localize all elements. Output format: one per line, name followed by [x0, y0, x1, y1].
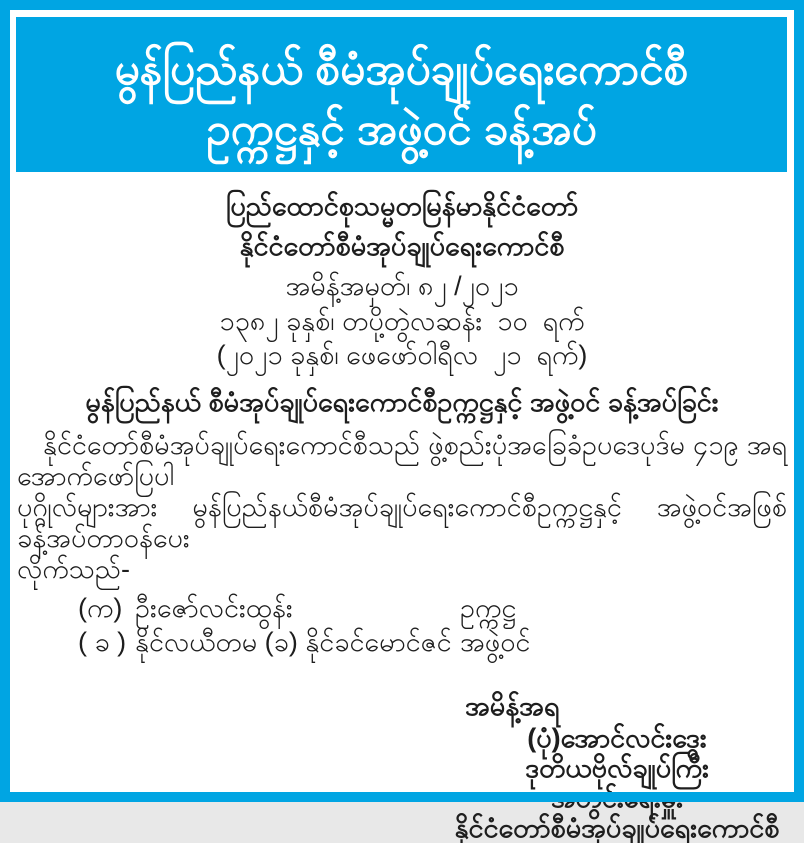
appointee-role: အဖွဲ့ဝင် — [460, 627, 531, 657]
order-number: အမိန့်အမှတ်၊ ၈၂ /၂၀၂၁ — [285, 271, 519, 301]
banner-title-line2: ဥက္ကဋ္ဌနှင့် အဖွဲ့ဝင် ခန့်အပ် — [206, 105, 597, 154]
paragraph-line: ပုဂ္ဂိုလ်များအား မွန်ပြည်နယ်စီမံအုပ်ချုပ်ရေးကောင်စီဥက္ကဋ္ဌနှင့် အဖွဲ့ဝင်အဖြစ် ခန့်အပ်တာဝန်ပေး — [17, 492, 787, 553]
appointee-list — [17, 591, 787, 659]
paragraph-line: နိုင်ငံတော်စီမံအုပ်ချုပ်ရေးကောင်စီသည် ဖွဲ့စည်းပုံအခြေခံဥပဒေပုဒ်မ ၄၁၉ အရ အောက်ဖော်ပြပါ — [17, 430, 787, 491]
appointee-row — [78, 591, 787, 625]
order-paragraph — [17, 430, 787, 585]
date-myanmar-calendar: ၁၃၈၂ ခုနှစ်၊ တပို့တွဲလဆန်း ၁၀ ရက် — [219, 306, 585, 336]
date-gregorian: (၂၀၂၁ ခုနှစ်၊ ဖေဖော်ဝါရီလ ၂၁ ရက်) — [216, 340, 588, 370]
subject-line: မွန်ပြည်နယ် စီမံအုပ်ချုပ်ရေးကောင်စီဥက္ကဋ္ဌနှင့် အဖွဲ့ဝင် ခန့်အပ်ခြင်း — [85, 387, 719, 417]
by-order-line: အမိန့်အရ — [465, 691, 560, 721]
appointee-name: နိုင်လယီတမ (ခ) နိုင်ခင်မောင်ဇင် — [135, 627, 452, 657]
appointee-row — [78, 625, 787, 659]
letterhead-state-name: ပြည်ထောင်စုသမ္မတမြန်မာနိုင်ငံတော် — [225, 191, 579, 221]
banner-title-line1: မွန်ပြည်နယ် စီမံအုပ်ချုပ်ရေးကောင်စီ — [114, 45, 689, 94]
paragraph-line: လိုက်သည်- — [17, 554, 130, 584]
letterhead-council-name: နိုင်ငံတော်စီမံအုပ်ချုပ်ရေးကောင်စီ — [239, 231, 565, 261]
signatory-rank: ဒုတိယဗိုလ်ချုပ်ကြီး — [525, 753, 709, 783]
appointee-name: ဦးဇော်လင်းထွန်း — [135, 593, 293, 623]
signature-block — [441, 723, 793, 843]
signatory-title: အတွင်းရေးမှူး — [550, 783, 684, 813]
signatory-organization: နိုင်ငံတော်စီမံအုပ်ချုပ်ရေးကောင်စီ — [454, 813, 780, 843]
appointee-role: ဥက္ကဋ္ဌ — [460, 593, 517, 623]
document-body — [17, 172, 787, 843]
appointee-label: ( ခ ) — [78, 627, 127, 657]
signatory-name: (ပုံ)အောင်လင်းဒွေး — [527, 723, 707, 753]
title-banner — [16, 17, 787, 172]
appointee-label: (က) — [78, 593, 123, 623]
